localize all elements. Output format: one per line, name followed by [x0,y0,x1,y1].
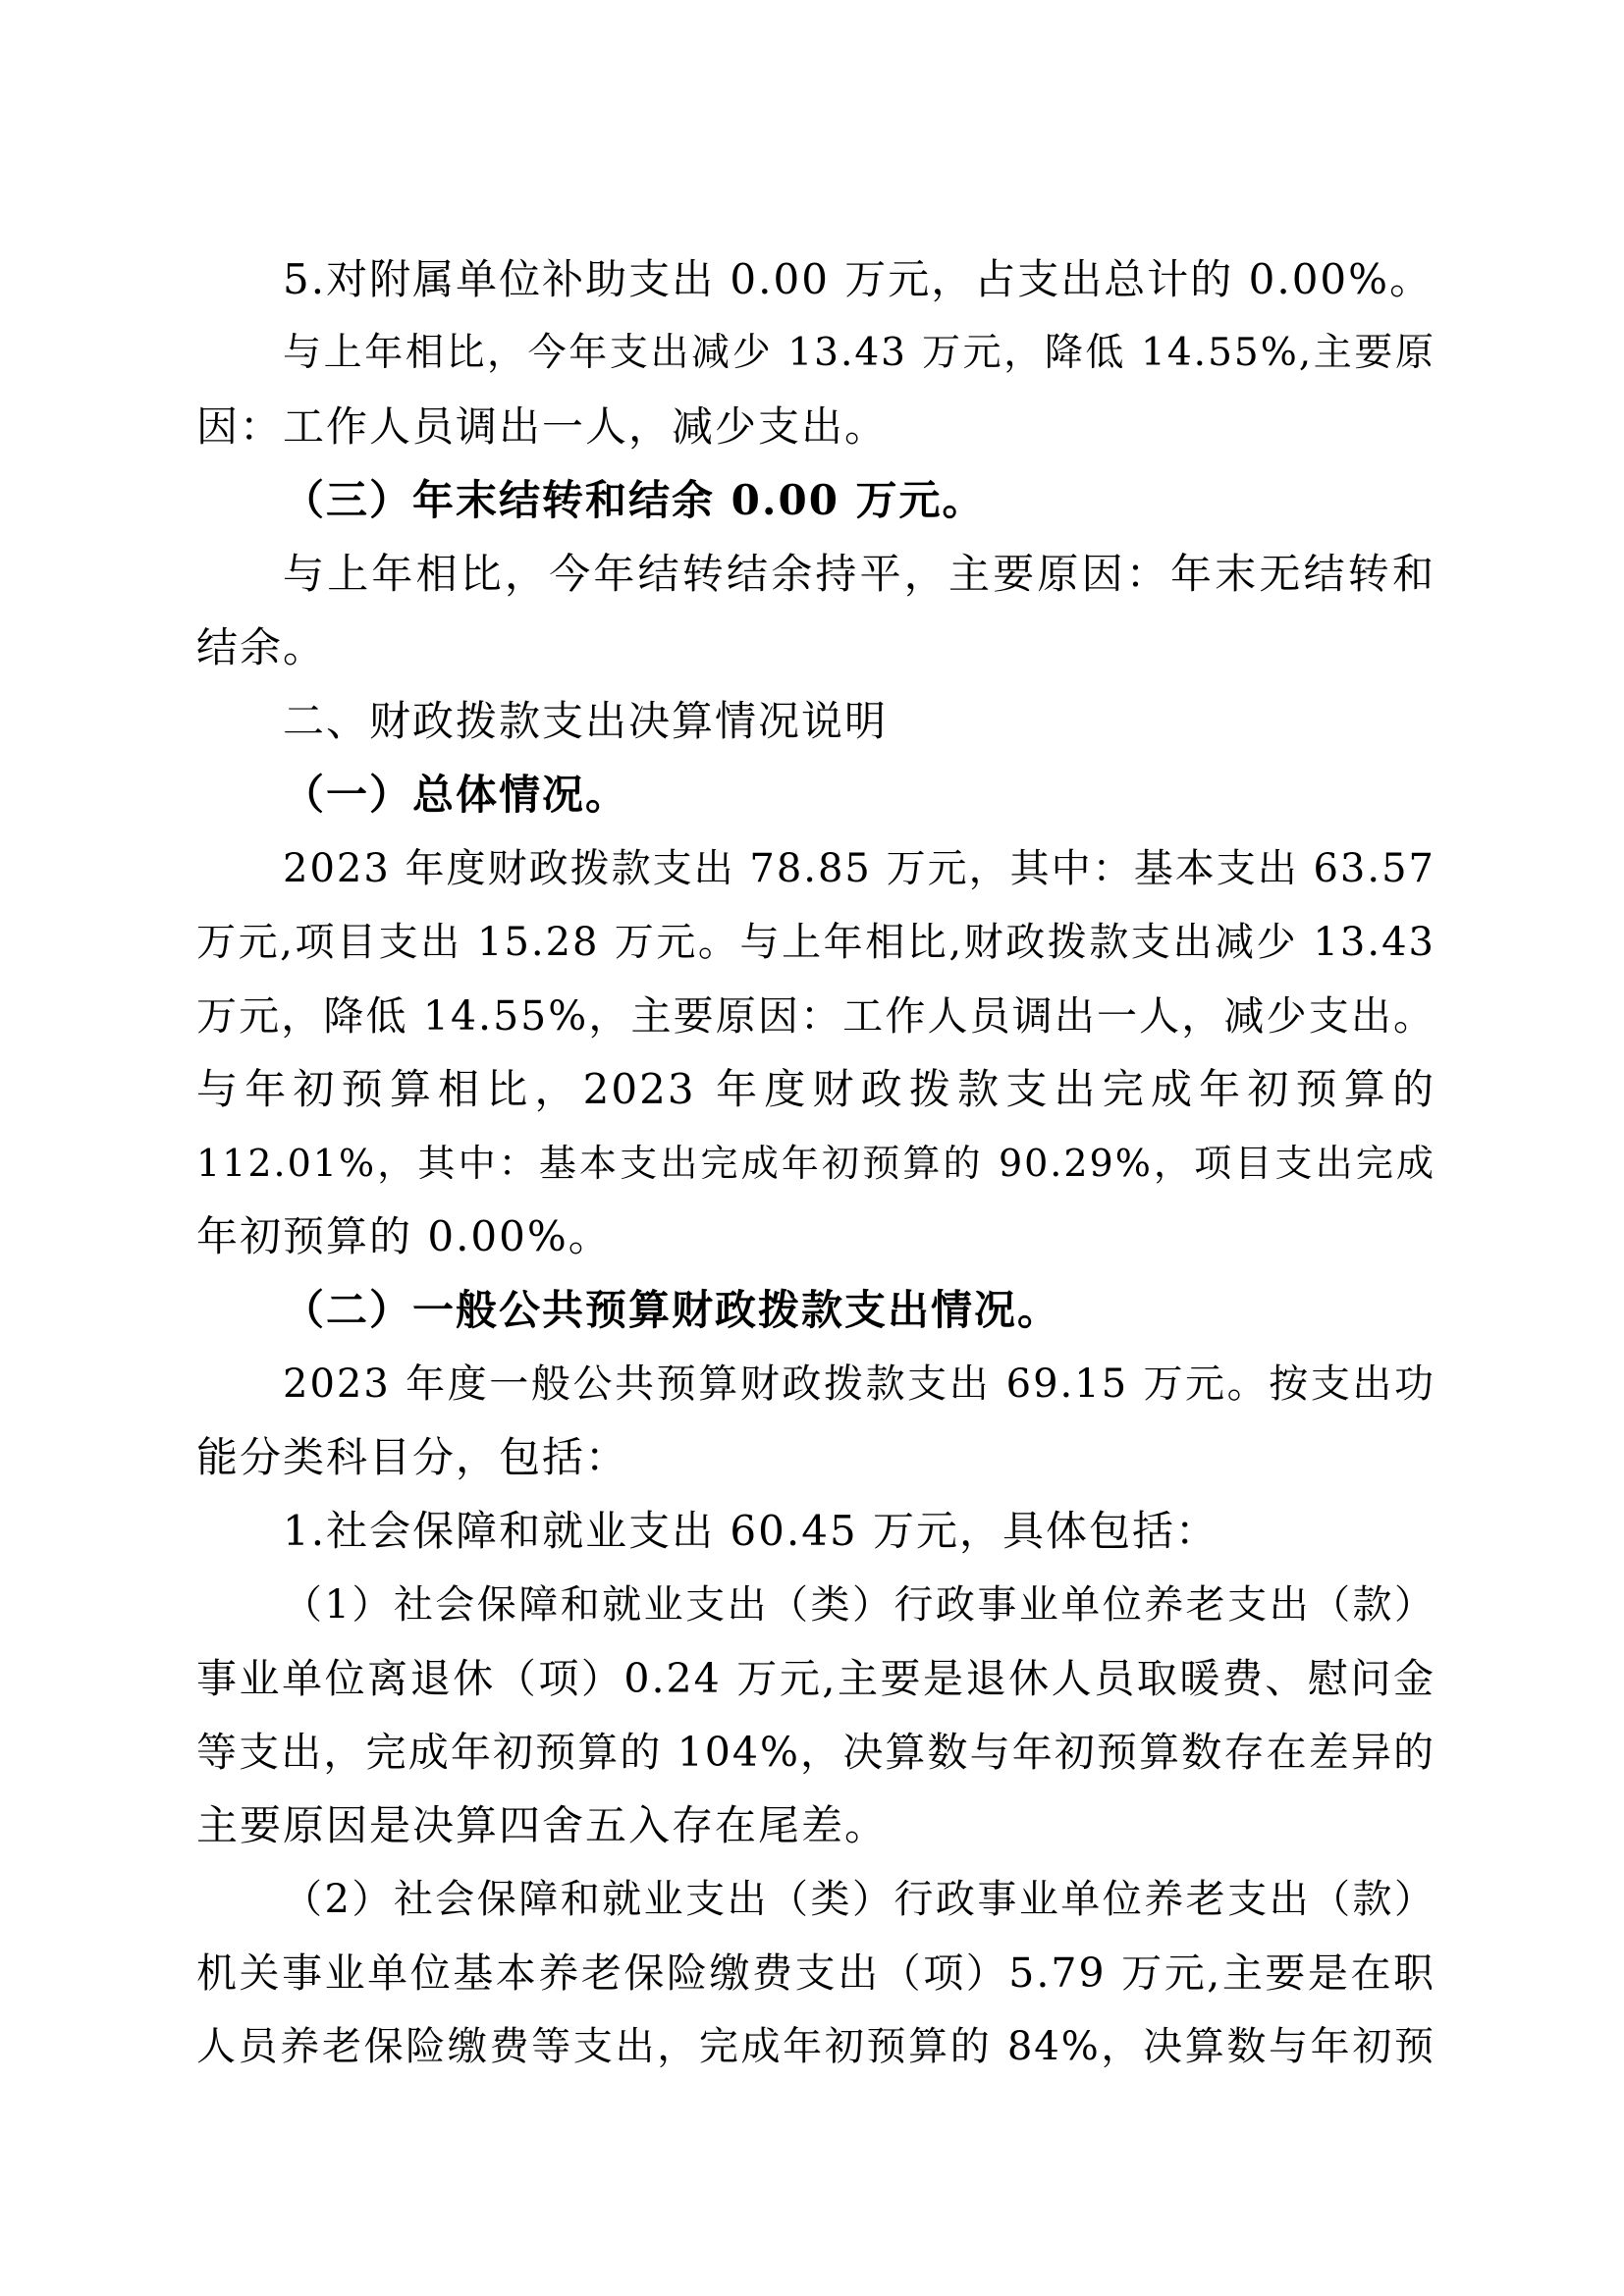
section-heading: （三）年末结转和结余 0.00 万元。 [283,476,986,524]
paragraph-line: 5.对附属单位补助支出 0.00 万元，占支出总计的 0.00%。 [283,255,1434,303]
paragraph-line: 等支出，完成年初预算的 104%，决算数与年初预算数存在差异的 [196,1729,1435,1776]
paragraph-line: 年初预算的 0.00%。 [196,1212,612,1260]
section-heading: （二）一般公共预算财政拨款支出情况。 [283,1286,1061,1334]
paragraph-line: 人员养老保险缴费等支出，完成年初预算的 84%，决算数与年初预 [196,2024,1435,2069]
paragraph-line: 2023 年度财政拨款支出 78.85 万元，其中：基本支出 63.57 [283,846,1435,891]
paragraph-line: 112.01%，其中：基本支出完成年初预算的 90.29%，项目支出完成 [196,1142,1435,1185]
paragraph-line: 事业单位离退休（项）0.24 万元,主要是退休人员取暖费、慰问金 [196,1655,1435,1702]
chapter-heading: 二、财政拨款支出决算情况说明 [283,697,889,745]
paragraph-line: 1.社会保障和就业支出 60.45 万元，具体包括： [283,1507,1219,1555]
paragraph-line: 与年初预算相比，2023 年度财政拨款支出完成年初预算的 [196,1065,1435,1113]
paragraph-line: （1）社会保障和就业支出（类）行政事业单位养老支出（款） [283,1582,1435,1628]
paragraph-line: 能分类科目分，包括： [196,1433,629,1481]
paragraph-line: 与上年相比，今年结转结余持平，主要原因：年末无结转和 [283,550,1435,598]
paragraph-line: 因：工作人员调出一人，减少支出。 [196,402,889,451]
paragraph-line: 机关事业单位基本养老保险缴费支出（项）5.79 万元,主要是在职 [196,1949,1435,1997]
paragraph-line: 万元,项目支出 15.28 万元。与上年相比,财政拨款支出减少 13.43 [196,920,1435,965]
paragraph-line: 万元，降低 14.55%，主要原因：工作人员调出一人，减少支出。 [196,992,1435,1040]
paragraph-line: 2023 年度一般公共预算财政拨款支出 69.15 万元。按支出功 [283,1362,1435,1407]
paragraph-line: （2）社会保障和就业支出（类）行政事业单位养老支出（款） [283,1877,1435,1922]
paragraph-line: 主要原因是决算四舍五入存在尾差。 [196,1801,889,1849]
paragraph-line: 与上年相比，今年支出减少 13.43 万元，降低 14.55%,主要原 [283,331,1435,375]
section-heading: （一）总体情况。 [283,771,629,819]
paragraph-line: 结余。 [196,623,327,671]
